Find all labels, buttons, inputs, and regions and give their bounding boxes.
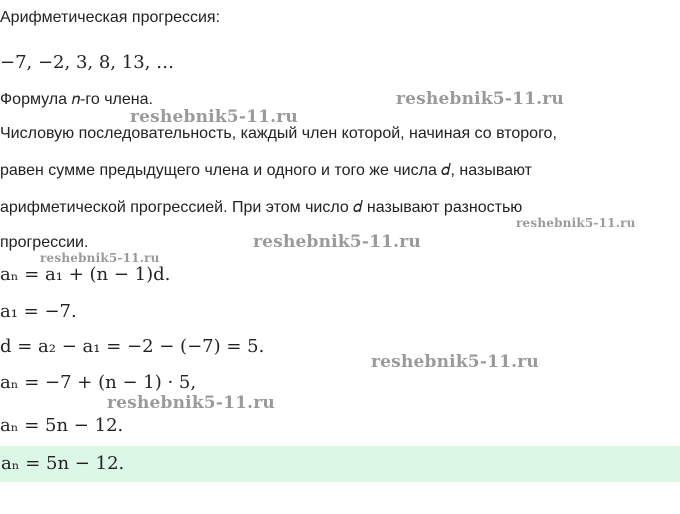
simplified-formula: aₙ = 5n − 12. — [0, 415, 124, 436]
heading-text: Арифметическая прогрессия: — [0, 9, 221, 26]
formula-label: Формула 𝑛-го члена. — [0, 91, 153, 108]
definition-line-1: Числовую последовательность, каждый член которой, начиная со второго, — [0, 125, 557, 142]
sequence-formula: −7, −2, 3, 8, 13, … — [0, 52, 175, 73]
definition-line-4: прогрессии. — [0, 234, 89, 251]
watermark: reshebnik5-11.ru — [40, 251, 160, 265]
watermark: reshebnik5-11.ru — [371, 352, 539, 372]
watermark: reshebnik5-11.ru — [107, 393, 275, 413]
definition-line-2: равен сумме предыдущего члена и одного и того же числа 𝑑, называют — [0, 162, 533, 179]
watermark: reshebnik5-11.ru — [396, 89, 564, 109]
answer-formula: aₙ = 5n − 12. — [1, 453, 125, 474]
watermark: reshebnik5-11.ru — [130, 107, 298, 127]
first-term-formula: a₁ = −7. — [0, 301, 77, 322]
watermark: reshebnik5-11.ru — [516, 216, 636, 230]
general-term-formula: aₙ = a₁ + (n − 1)d. — [0, 264, 171, 285]
answer-box — [0, 446, 680, 482]
watermark: reshebnik5-11.ru — [253, 232, 421, 252]
definition-line-3: арифметической прогрессией. При этом число 𝑑 называют разностью — [0, 199, 523, 216]
substitution-formula: aₙ = −7 + (n − 1) · 5, — [0, 372, 197, 393]
difference-formula: d = a₂ − a₁ = −2 − (−7) = 5. — [0, 336, 265, 357]
